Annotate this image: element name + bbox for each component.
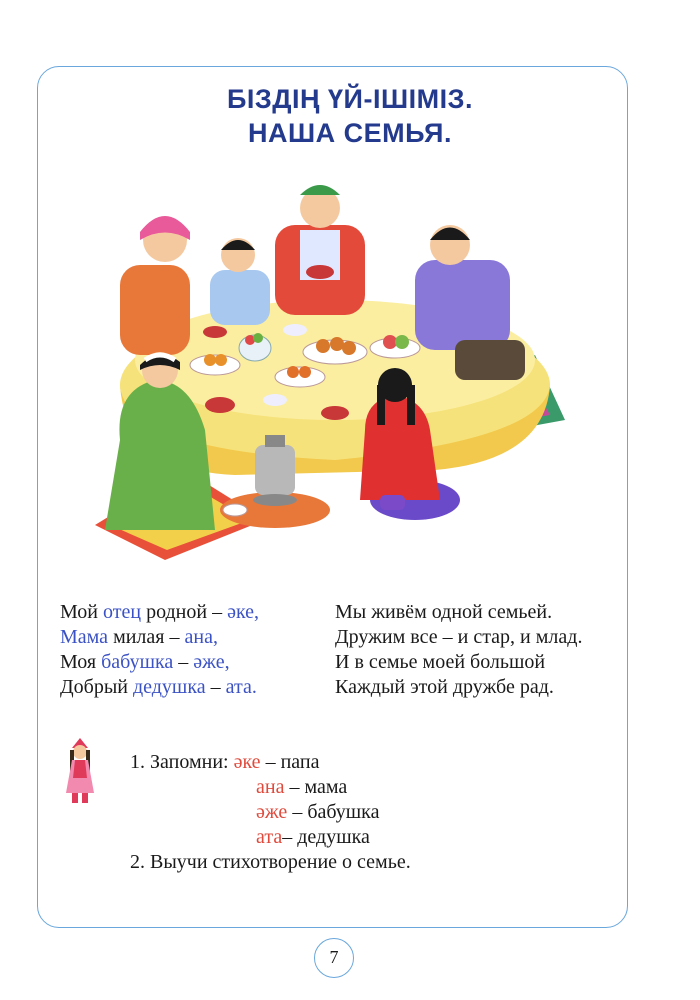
vocab-kazakh: ата xyxy=(256,826,283,848)
kazakh-word: ана, xyxy=(184,626,218,648)
highlight-word: Мама xyxy=(60,626,109,648)
family-at-table-illustration xyxy=(95,170,565,565)
highlight-word: отец xyxy=(103,601,142,623)
kazakh-word: ата. xyxy=(225,676,257,698)
vocab-kazakh: ана xyxy=(256,776,285,798)
vocab-row: ана – мама xyxy=(256,776,348,798)
poem-line: Дружим все – и стар, и млад. xyxy=(335,626,583,648)
vocab-russian: папа xyxy=(280,751,320,773)
vocab-kazakh: әже xyxy=(256,801,288,823)
poem-line: Каждый этой дружбе рад. xyxy=(335,676,554,698)
poem-right-column xyxy=(335,600,582,700)
vocab-row: ата– дедушка xyxy=(256,826,370,848)
vocab-row: әже – бабушка xyxy=(256,801,380,823)
poem-line: Мама милая – ана, xyxy=(60,626,218,648)
vocab-kazakh: әке xyxy=(233,751,261,773)
task-2: 2. Выучи стихотворение о семье. xyxy=(130,851,411,873)
highlight-word: бабушка xyxy=(101,651,174,673)
poem-left-column xyxy=(60,600,259,700)
vocab-russian: мама xyxy=(304,776,348,798)
poem-line: Мы живём одной семьей. xyxy=(335,601,553,623)
kazakh-word: әке, xyxy=(227,601,260,623)
vocab-russian: дедушка xyxy=(297,826,370,848)
kazakh-girl-doll-icon xyxy=(60,738,100,810)
page-number: 7 xyxy=(314,938,354,978)
task-list xyxy=(130,750,411,875)
poem-line: Моя бабушка – әже, xyxy=(60,651,230,673)
title-russian: НАША СЕМЬЯ. xyxy=(248,118,452,148)
poem-line: Мой отец родной – әке, xyxy=(60,601,260,623)
kazakh-word: әже, xyxy=(193,651,230,673)
poem-line: И в семье моей большой xyxy=(335,651,546,673)
poem-line: Добрый дедушка – ата. xyxy=(60,676,257,698)
title-kazakh: БІЗДІҢ ҮЙ-ІШІМІЗ. xyxy=(226,84,473,114)
vocab-russian: бабушка xyxy=(307,801,380,823)
vocab-row: 1. Запомни: әке – папа xyxy=(130,751,320,773)
highlight-word: дедушка xyxy=(132,676,206,698)
